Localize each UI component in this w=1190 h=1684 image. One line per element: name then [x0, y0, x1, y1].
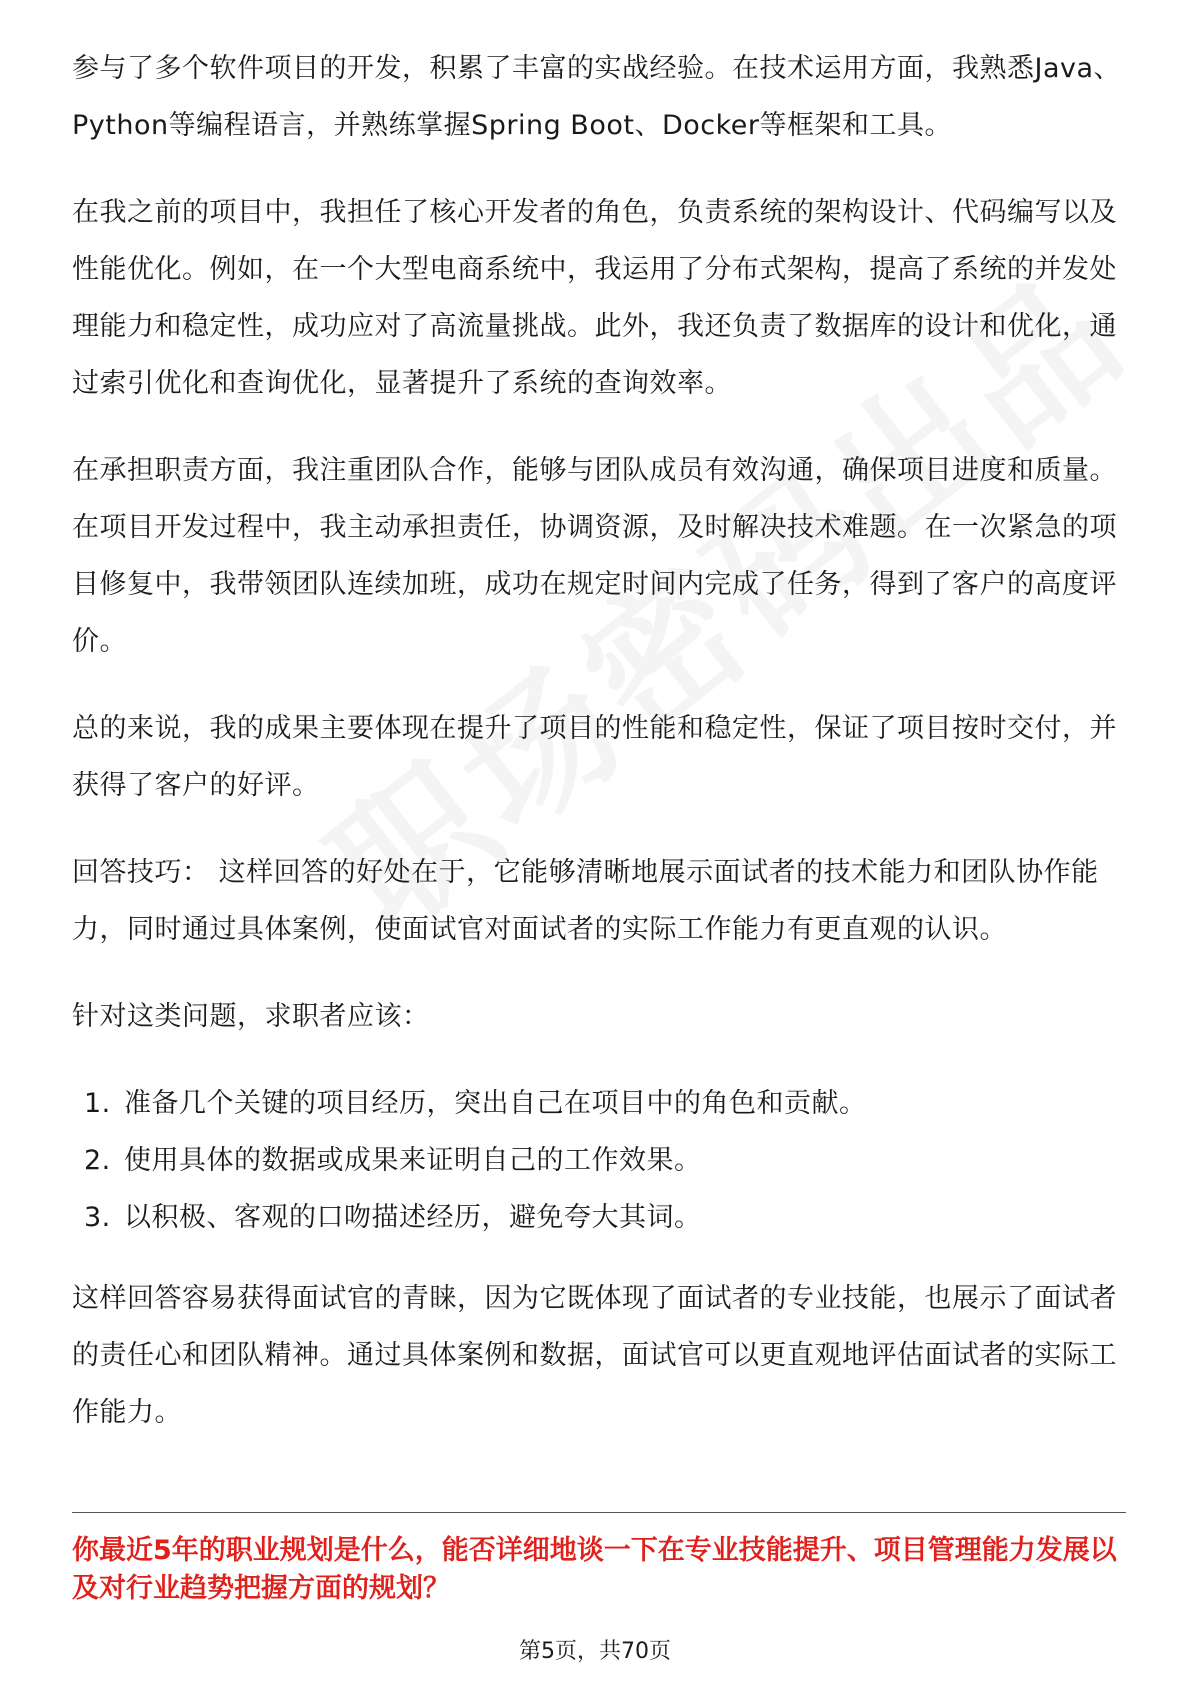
list-item-text: 以积极、客观的口吻描述经历，避免夸大其词。: [124, 1202, 702, 1233]
paragraph: 针对这类问题，求职者应该：: [72, 1001, 430, 1032]
list-item: [72, 1132, 1122, 1189]
next-question-heading: 你最近5年的职业规划是什么，能否详细地谈一下在专业技能提升、项目管理能力发展以及对行业趋势把握方面的规划？: [72, 1535, 1117, 1604]
closing-paragraph: 这样回答容易获得面试官的青睐，因为它既体现了面试者的专业技能，也展示了面试者的责任心和团队精神。通过具体案例和数据，面试官可以更直观地评估面试者的实际工作能力。: [72, 1283, 1117, 1428]
advice-list: [72, 1075, 1122, 1246]
document-body: [72, 40, 1122, 1471]
list-item-text: 使用具体的数据或成果来证明自己的工作效果。: [124, 1145, 702, 1176]
list-item: [72, 1075, 1122, 1132]
paragraph: 参与了多个软件项目的开发，积累了丰富的实战经验。在技术运用方面，我熟悉Java、Python等编程语言，并熟练掌握Spring Boot、Docker等框架和工具。: [72, 53, 1122, 141]
list-item-text: 准备几个关键的项目经历，突出自己在项目中的角色和贡献。: [124, 1088, 867, 1119]
paragraph: 总的来说，我的成果主要体现在提升了项目的性能和稳定性，保证了项目按时交付，并获得了客户的好评。: [72, 713, 1117, 801]
paragraph: 在承担职责方面，我注重团队合作，能够与团队成员有效沟通，确保项目进度和质量。在项目开发过程中，我主动承担责任，协调资源，及时解决技术难题。在一次紧急的项目修复中，我带领团队连续加班，成功在规定时间内完成了任务，得到了客户的高度评价。: [72, 455, 1117, 657]
list-item-number: 3.: [84, 1202, 111, 1233]
list-item-number: 2.: [84, 1145, 111, 1176]
paragraph: 在我之前的项目中，我担任了核心开发者的角色，负责系统的架构设计、代码编写以及性能优化。例如，在一个大型电商系统中，我运用了分布式架构，提高了系统的并发处理能力和稳定性，成功应对了高流量挑战。此外，我还负责了数据库的设计和优化，通过索引优化和查询优化，显著提升了系统的查询效率。: [72, 197, 1117, 399]
list-item-number: 1.: [84, 1088, 111, 1119]
page-number-footer: 第5页，共70页: [519, 1639, 671, 1664]
list-item: [72, 1189, 1122, 1246]
answer-tip-paragraph: 回答技巧： 这样回答的好处在于，它能够清晰地展示面试者的技术能力和团队协作能力，同时通过具体案例，使面试官对面试者的实际工作能力有更直观的认识。: [72, 857, 1099, 945]
section-divider: [72, 1512, 1126, 1513]
